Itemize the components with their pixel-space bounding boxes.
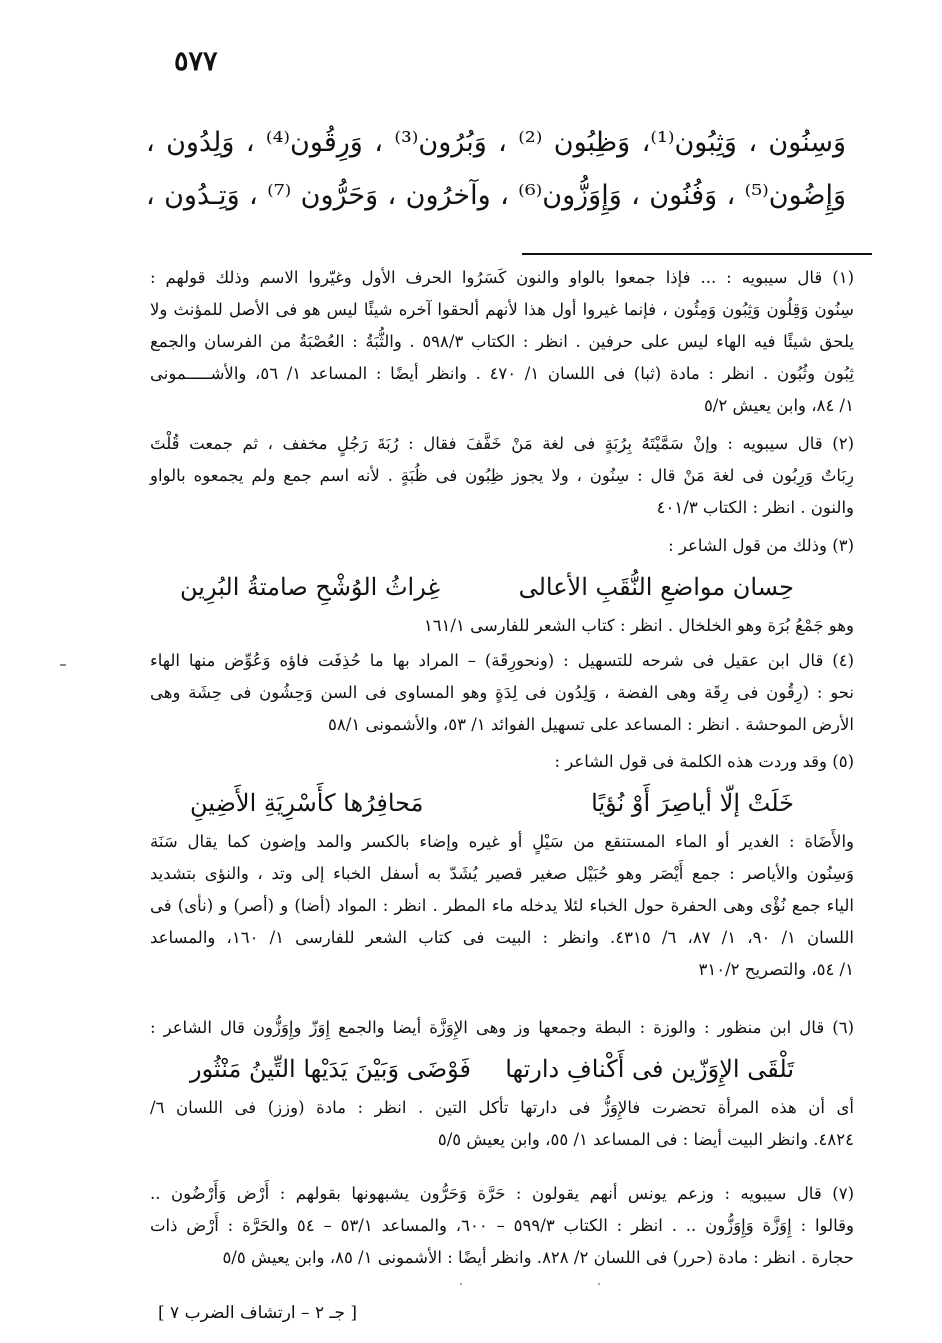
footnote-line: والنون . انظر : الكتاب ٤٠١/٣ [656, 498, 854, 517]
footnote-line: (٦) قال ابن منظور : والوزة : البطة وجمعها وز وهى الإِوَزَّة أيضا والجمع إِوَزّ وإِوَزُّون قال الشاعر : [150, 1018, 854, 1037]
footnote-7 [150, 1178, 854, 1274]
footnote-5 [150, 746, 854, 986]
footnote-1 [150, 262, 854, 422]
word: وَثِبُون⁽¹⁾، [641, 127, 737, 158]
main-text-line-1 [146, 127, 846, 158]
page-number: ٥٧٧ [174, 46, 218, 77]
footnote-line: رِبَاتٌ وَرِبُون فى لغة مَنْ قال : سِنُون ، ولا يجوز ظِبُون فى ظُبَةٍ . لأنه اسم جمع ولم يجمعوه بالواو [150, 466, 854, 485]
word: وَلِدُون ، [146, 127, 235, 158]
scan-dot [598, 1283, 600, 1285]
word: وَبُرُون⁽³⁾ ، [374, 127, 487, 158]
footnote-line: نحو : (رِقُون فى رِقَة وهى الفضة ، وَلِدُون فى لِدَةٍ وهو المساوى فى السن وَحِشُون فى حِشَة وهى [150, 683, 854, 702]
footnote-line: (٤) قال ابن عقيل فى شرحه للتسهيل : (ونحورِقَة) – المراد بها ما حُذِفَت فاؤه وَعُوِّض منها الهاء [150, 651, 854, 670]
word: وَفُنُون ، [631, 180, 718, 211]
word: وَظِبُون ⁽²⁾ ، [498, 127, 631, 158]
footnote-line: الأرض الموحشة . انظر : المساعد على تسهيل الفوائد ١/ ٥٣، والأشمونى ٥٨/١ [328, 715, 854, 734]
main-text-line-2 [146, 180, 846, 211]
footnote-4 [150, 645, 854, 741]
footnote-line: ٤٨٢٤. وانظر البيت أيضا : فى المساعد ١/ ٥٥، وابن يعيش ٥/٥ [437, 1130, 854, 1149]
scan-mark [60, 664, 66, 666]
verse-hemistich-left: مَحافِرُها كأَسْرِيَةِ الأَضِينِ [190, 789, 424, 817]
footnote-line: سِنُون وَقِلُون وَثِبُون وَمِئُون ، فإنما غيروا أول هذا لأنهم ألحقوا آخره شيئًا ليس هو فى الأصل للمؤنث ولا [150, 300, 854, 319]
word: وَسِنُون ، [748, 127, 847, 158]
word: وَتِـدُون ، [146, 180, 240, 211]
page-footer: [ جـ ٢ – ارتشاف الضرب ٧ ] [158, 1303, 358, 1323]
verse-hemistich-right: خَلَتْ إلّا أياصِرَ أَوْ نُؤيًا [591, 789, 794, 817]
footnote-6 [150, 1012, 854, 1156]
footnote-line: يلحق شيئًا فيه الهاء ليس على حرفين . انظر : الكتاب ٥٩٨/٣ . والثُّبَةُ : العُصْبَةُ من الفرسان والجمع [150, 332, 854, 351]
footnote-line: (٣) وذلك من قول الشاعر : [668, 536, 854, 555]
footnote-line: وَسِنُون والأياصر : جمع أَيْصَر وهو حُبَيْل صغير قصير يُشَدّ به أسفل الخباء إلى وتد ، والنؤى بتشديد [150, 864, 854, 883]
scan-dot [460, 1283, 462, 1285]
verse-hemistich-right: تَلْقَى الإِوَزّين فى أَكْنافِ دارتها [505, 1055, 794, 1083]
footnote-line: ١/ ٥٤، والتصريح ٣١٠/٢ [698, 960, 854, 979]
footnote-line: أى أن هذه المرأة تحضرت فالإِوَزُّ فى دارتها تأكل التين . انظر : مادة (وزز) فى اللسان ٦/ [150, 1098, 854, 1117]
footnote-line: الياء جمع نُؤْى وهى الحفرة حول الخباء لئلا يدخله ماء المطر . انظر : المواد (أضا) و (أصر) و (نأى) فى [150, 896, 854, 915]
word: وَإِوَزُّون⁽⁶⁾ ، [500, 180, 622, 211]
poem-verse [150, 1052, 854, 1086]
footnote-separator [522, 253, 872, 255]
footnote-2 [150, 428, 854, 524]
footnote-line: (٥) وقد وردت هذه الكلمة فى قول الشاعر : [554, 752, 854, 771]
word: وآخرُون ، [387, 180, 491, 211]
footnote-line: (٢) قال سيبويه : وإنْ سَمَّيْتَهُ بِرُبَةٍ فى لغة مَنْ خَفَّفَ فقال : رُبَةَ رَجُلٍ مخفف ، ثم جمعت قُلْتَ [150, 434, 854, 453]
word: وَرِقُون⁽⁴⁾ ، [245, 127, 363, 158]
footnote-line: (٧) قال سيبويه : وزعم يونس أنهم يقولون : حَرَّة وَحَرُّون يشبهونها بقولهم : أَرْض وَأَرْضُون .. [150, 1184, 854, 1203]
footnote-3 [150, 530, 854, 642]
word: وَإِضُون⁽⁵⁾ ، [726, 180, 847, 211]
footnote-line: (١) قال سيبويه : ... فإذا جمعوا بالواو والنون كَسَرُوا الحرف الأول وغيّروا الاسم وذلك قولهم : [150, 268, 854, 287]
footnote-line: والأَضَاة : الغدير أو الماء المستنقع من سَيْلٍ أو غيره وإضاء بالكسر والمد وإضون كما يقال سَنَة [150, 832, 854, 851]
footnote-line: ١/ ٨٤، وابن يعيش ٥/٢ [703, 396, 854, 415]
footnote-line: اللسان ١/ ٩٠، ١/ ٨٧، ٦/ ٤٣١٥. وانظر : البيت فى كتاب الشعر للفارسى ١/ ١٦٠، والمساعد [150, 928, 854, 947]
footnote-line: وقالوا : إِوَزَّة وَإِوَزُّون .. . انظر : الكتاب ٥٩٩/٣ – ٦٠٠، والمساعد ٥٣/١ – ٥٤ والحَرَّة : أَرْض ذات [150, 1216, 854, 1235]
footnote-line: وهو جَمْعُ بُرَة وهو الخلخال . انظر : كتاب الشعر للفارسى ١٦١/١ [423, 616, 854, 635]
verse-hemistich-left: فَوْضَى وَبَيْنَ يَدَيْها التِّينُ مَنْثُور [190, 1055, 471, 1083]
verse-hemistich-right: حِسان مواضعِ النُّقَبِ الأعالى [518, 573, 794, 601]
poem-verse [150, 570, 854, 604]
footnote-line: ثِبُون وثُبُون . انظر : مادة (ثبا) فى اللسان ١/ ٤٧٠ . وانظر أيضًا : المساعد ١/ ٥٦، والأشـــــمونى [150, 364, 854, 383]
verse-hemistich-left: غِراثُ الوُشْحِ صامتةُ البُرِين [180, 573, 440, 601]
word: وَحَرُّون ⁽⁷⁾ ، [249, 180, 379, 211]
footnote-line: حجارة . انظر : مادة (حرر) فى اللسان ٢/ ٨٢٨. وانظر أيضًا : الأشمونى ١/ ٨٥، وابن يعيش ٥/٥ [222, 1248, 854, 1267]
poem-verse [150, 786, 854, 820]
